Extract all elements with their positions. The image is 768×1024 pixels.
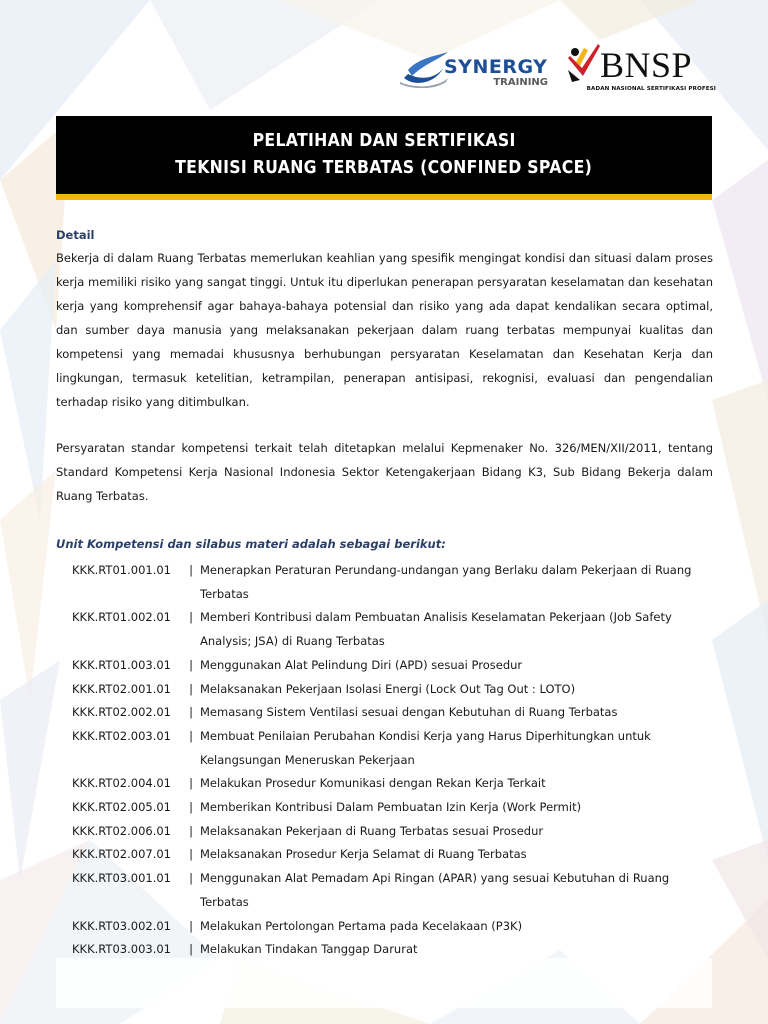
unit-code: KKK.RT01.003.01 [72,657,171,672]
unit-title: Memberikan Kontribusi Dalam Pembuatan Izin Kerja (Work Permit) [200,800,582,815]
unit-title: Melakukan Prosedur Komunikasi dengan Rekan Kerja Terkait [200,776,546,791]
synergy-training-logo [398,44,550,92]
unit-row [72,559,712,606]
synergy-swoosh-icon [398,48,450,88]
unit-title: Membuat Penilaian Perubahan Kondisi Kerja yang Harus Diperhitungkan untuk Kelangsungan Meneruskan Pekerjaan [200,728,651,767]
unit-code: KKK.RT01.001.01 [72,563,171,577]
unit-code: KKK.RT01.002.01 [72,610,171,625]
unit-title: Melaksanakan Pekerjaan di Ruang Terbatas sesuai Prosedur [200,823,544,838]
unit-list [72,559,712,962]
unit-code: KKK.RT02.004.01 [72,776,171,791]
unit-separator: | [189,610,193,625]
unit-separator: | [189,563,193,577]
units-heading: Unit Kompetensi dan silabus materi adalah sebagai berikut: [56,537,446,551]
unit-code: KKK.RT03.001.01 [72,871,171,886]
unit-separator: | [189,657,193,672]
unit-code: KKK.RT02.005.01 [72,800,171,815]
unit-separator: | [189,942,193,957]
unit-title: Melaksanakan Pekerjaan Isolasi Energi (Lock Out Tag Out : LOTO) [200,681,576,696]
unit-separator: | [189,776,193,791]
detail-heading: Detail [56,228,95,242]
unit-code: KKK.RT03.002.01 [72,918,171,933]
synergy-subtitle: TRAINING [493,77,548,88]
unit-separator: | [189,705,193,720]
unit-code: KKK.RT02.003.01 [72,728,171,743]
unit-title: Memberi Kontribusi dalam Pembuatan Analisis Keselamatan Pekerjaan (Job Safety Analysis; JSA) di Ruang Terbatas [200,610,672,649]
unit-title: Memasang Sistem Ventilasi sesuai dengan Kebutuhan di Ruang Terbatas [200,705,618,720]
detail-paragraph-1: Bekerja di dalam Ruang Terbatas memerlukan keahlian yang spesifik mengingat kondisi dan situasi dalam proses kerja memiliki risiko yang sangat tinggi. Untuk itu diperlukan penerapan persyaratan keselamatan dan kesehatan kerja yang komprehensif agar bahaya-bahaya potensial dan risiko yang ada dapat kendalikan secara optimal, dan sumber daya manusia yang melaksanakan pekerjaan dalam ruang terbatas mempunyai kualitas dan kompetensi yang memadai khususnya berhubungan persyaratan Keselamatan dan Kesehatan Kerja dan lingkungan, termasuk ketelitian, ketrampilan, penerapan antisipasi, rekognisi, evaluasi dan pengendalian terhadap risiko yang ditimbulkan. [56,251,713,409]
bnsp-wordmark: BNSP [600,45,693,85]
detail-paragraph-2: Persyaratan standar kompetensi terkait telah ditetapkan melalui Kepmenaker No. 326/MEN/XII/2011, tentang Standard Kompetensi Kerja Nasional Indonesia Sektor Ketengakerjaan Bidang K3, Sub Bidang Bekerja dalam Ruang Terbatas. [56,441,713,503]
unit-separator: | [189,823,193,838]
unit-row [72,843,712,867]
unit-separator: | [189,871,193,886]
unit-title: Menggunakan Alat Pelindung Diri (APD) sesuai Prosedur [200,657,523,672]
unit-row [72,915,712,939]
unit-title: Melakukan Tindakan Tanggap Darurat [200,942,418,957]
unit-row [72,772,712,796]
unit-row [72,654,712,678]
title-line-2: TEKNISI RUANG TERBATAS (CONFINED SPACE) [175,158,593,178]
unit-title: Menggunakan Alat Pemadam Api Ringan (APAR) yang sesuai Kebutuhan di Ruang Terbatas [200,871,670,909]
unit-row [72,606,712,653]
title-banner [56,116,712,200]
unit-separator: | [189,800,193,815]
unit-separator: | [189,728,193,743]
synergy-wordmark: SYNERGY [444,56,548,78]
unit-code: KKK.RT02.002.01 [72,705,171,720]
unit-row [72,867,712,914]
unit-title: Melaksanakan Prosedur Kerja Selamat di Ruang Terbatas [200,847,527,862]
unit-row [72,701,712,725]
unit-separator: | [189,681,193,696]
footer-panel [56,958,712,1008]
bnsp-emblem-icon [566,40,602,84]
unit-code: KKK.RT02.007.01 [72,847,171,862]
unit-separator: | [189,847,193,862]
unit-title: Menerapkan Peraturan Perundang-undangan yang Berlaku dalam Pekerjaan di Ruang Terbatas [200,563,692,601]
unit-code: KKK.RT02.001.01 [72,681,171,696]
unit-code: KKK.RT03.003.01 [72,942,171,957]
unit-code: KKK.RT02.006.01 [72,823,171,838]
unit-row [72,725,712,772]
unit-row [72,820,712,844]
unit-row [72,796,712,820]
bnsp-logo [566,40,716,98]
unit-row [72,678,712,702]
unit-title: Melakukan Pertolongan Pertama pada Kecelakaan (P3K) [200,918,523,933]
bnsp-subtitle: BADAN NASIONAL SERTIFIKASI PROFESI [586,86,716,92]
title-line-1: PELATIHAN DAN SERTIFIKASI [252,131,516,151]
unit-separator: | [189,918,193,933]
